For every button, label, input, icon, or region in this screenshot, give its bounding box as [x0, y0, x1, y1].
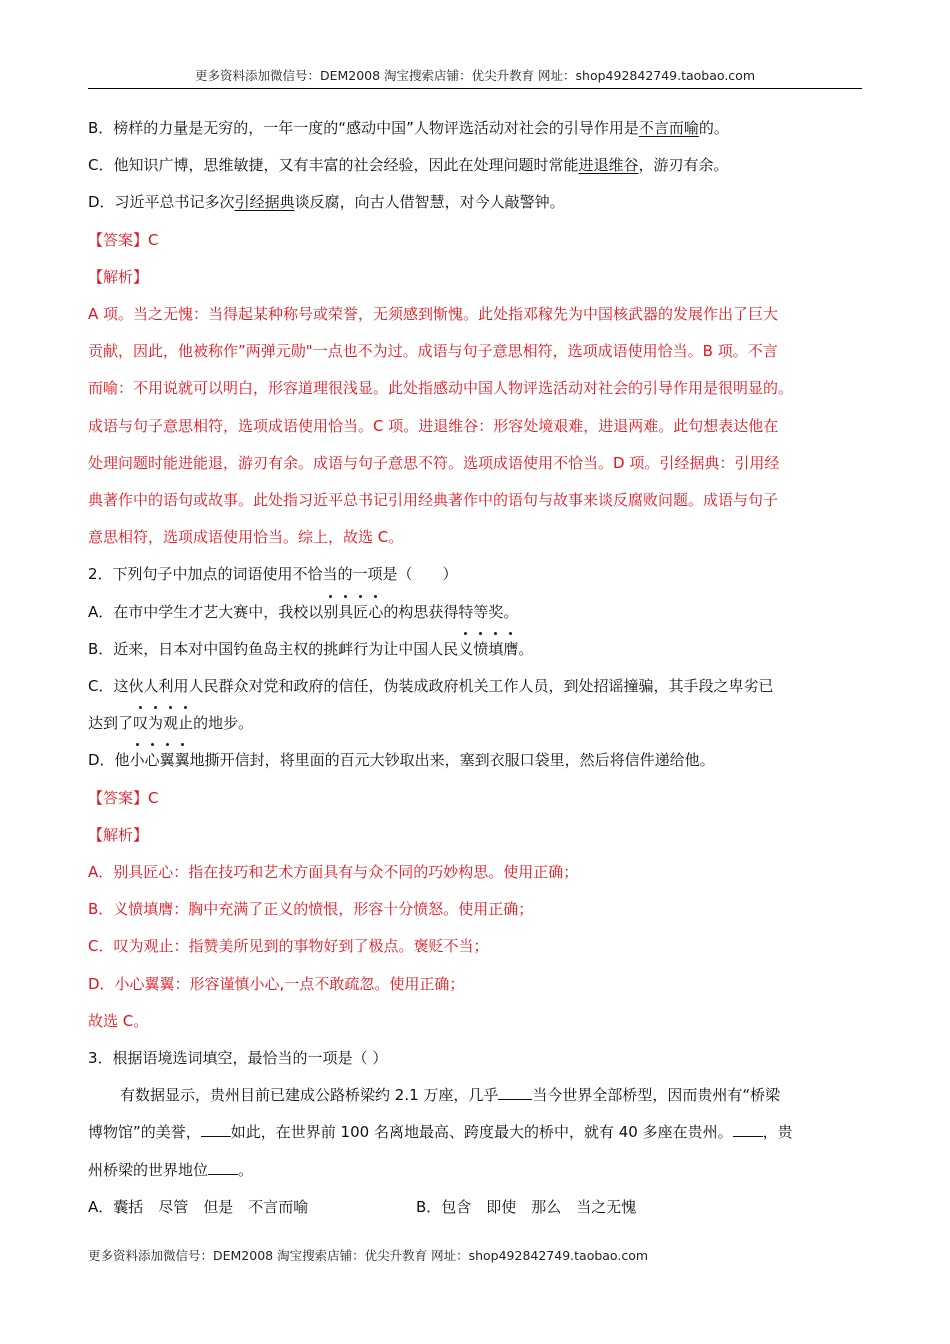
- emphasis-char: 具: [338, 594, 353, 631]
- q2-option-d-tail: 地撕开信封，将里面的百元大钞取出来，塞到衣服口袋里，然后将信件递给他。: [189, 751, 715, 770]
- q1-analysis-line: 成语与句子意思相符，选项成语使用恰当。C 项。进退维谷：形容处境艰难，进退两难。此句想表达他在: [88, 416, 779, 435]
- q1-analysis-line: 处理问题时能进能退，游刃有余。成语与句子意思不符。选项成语使用不恰当。D 项。引经据典：引用经: [88, 453, 780, 472]
- q1-option-b-text: B．榜样的力量是无穷的，一年一度的“感动中国”人物评选活动对社会的引导作用是: [88, 119, 639, 137]
- emphasis-char: 匠: [353, 594, 368, 631]
- q2-option-c-line2: [88, 705, 866, 742]
- page-header: 更多资料添加微信号：DEM2008 淘宝搜索店铺：优尖升教育 网址：shop492842749.taobao.com: [194, 68, 756, 83]
- q1-analysis-line: 而喻：不用说就可以明白，形容道理很浅显。此处指感动中国人物评选活动对社会的引导作用是很明显的。: [88, 379, 794, 398]
- q1-option-d-tail: 谈反腐，向古人借智慧，对今人敲警钟。: [294, 193, 565, 212]
- q3-passage-text: 博物馆”的美誉，: [88, 1123, 201, 1142]
- q1-analysis-line: 典著作中的语句或故事。此处指习近平总书记引用经典著作中的语句与故事来谈反腐败问题。成语与句子: [88, 491, 779, 510]
- q2-analysis-label: 【解析】: [88, 825, 149, 844]
- emphasis-char: 小: [130, 742, 145, 779]
- q1-option-b: [88, 110, 866, 147]
- fill-blank[interactable]: [733, 1122, 763, 1137]
- q2-option-a-text: A．在市中学生才艺大赛中，我校以: [88, 602, 324, 621]
- header-divider: [88, 88, 862, 89]
- q3-option-a: A．囊括 尽管 但是 不言而喻: [88, 1197, 309, 1216]
- q2-option-c-line1: C．这伙人利用人民群众对党和政府的信任，伪装成政府机关工作人员，到处招谣撞骗，其手段之卑劣已: [88, 677, 774, 696]
- q1-option-c: [88, 147, 866, 184]
- emphasis-char: 翼: [160, 742, 175, 779]
- document-body: [88, 110, 866, 1226]
- q1-option-b-idiom: 不言而喻: [638, 119, 699, 137]
- emphasis-char: 心: [145, 742, 160, 779]
- q1-option-c-tail: ，游刃有余。: [638, 156, 729, 175]
- q1-analysis-label: 【解析】: [88, 267, 149, 286]
- q1-option-c-idiom: 进退维谷: [578, 156, 639, 175]
- q3-options-row: [88, 1189, 866, 1226]
- emphasis-char: 叹: [133, 705, 148, 742]
- q1-option-d-text: D．习近平总书记多次: [88, 193, 235, 212]
- emphasis-char: 愤: [473, 631, 488, 668]
- q1-analysis-line: A 项。当之无愧：当得起某种称号或荣誉，无须感到惭愧。此处指邓稼先为中国核武器的发展作出了巨大: [88, 305, 779, 324]
- q2-option-b-text: B．近来，日本对中国钓鱼岛主权的挑衅行为让中国人民: [88, 639, 459, 658]
- q2-analysis-line: B．义愤填膺：胸中充满了正义的愤恨，形容十分愤怒。使用正确；: [88, 900, 534, 919]
- q2-option-c-tail: 的地步。: [193, 714, 254, 733]
- q3-passage-text: 有数据显示，贵州目前已建成公路桥梁约 2.1 万座，几乎: [120, 1086, 499, 1105]
- q1-answer: 【答案】C: [88, 230, 159, 249]
- fill-blank[interactable]: [201, 1122, 231, 1137]
- q2-option-d-text: D．他: [88, 751, 130, 770]
- emphasis-char: 止: [178, 705, 193, 742]
- q3-passage-line: [88, 1114, 866, 1151]
- emphasis-char: 别: [323, 594, 338, 631]
- q2-analysis-line: D．小心翼翼：形容谨慎小心,一点不敢疏忽。使用正确；: [88, 974, 465, 993]
- fill-blank[interactable]: [498, 1085, 532, 1100]
- q2-analysis-line: 故选 C。: [88, 1011, 149, 1030]
- q1-analysis-line: 意思相符，选项成语使用恰当。综上，故选 C。: [88, 528, 404, 547]
- q2-option-b: [88, 631, 866, 668]
- q1-option-d-idiom: 引经据典: [234, 193, 295, 212]
- emphasis-char: 翼: [175, 742, 190, 779]
- q2-option-b-tail: 。: [518, 639, 534, 658]
- emphasis-char: 为: [148, 705, 163, 742]
- q2-option-d: [88, 742, 866, 779]
- q3-passage-line: [88, 1077, 866, 1114]
- emphasis-char: 膺: [503, 631, 518, 668]
- emphasis-char: 填: [488, 631, 503, 668]
- q1-option-b-tail: 的。: [698, 119, 729, 137]
- q3-passage-text: 。: [238, 1160, 254, 1179]
- page-footer: 更多资料添加微信号：DEM2008 淘宝搜索店铺：优尖升教育 网址：shop492842749.taobao.com: [88, 1248, 649, 1263]
- fill-blank[interactable]: [208, 1160, 238, 1175]
- emphasis-char: 观: [163, 705, 178, 742]
- q2-stem: 2．下列句子中加点的词语使用不恰当的一项是（ ）: [88, 565, 458, 584]
- q1-option-d: [88, 184, 866, 221]
- q2-answer: 【答案】C: [88, 788, 159, 807]
- q2-option-c-text: 达到了: [88, 714, 134, 733]
- q1-option-c-text: C．他知识广博，思维敏捷，又有丰富的社会经验，因此在处理问题时常能: [88, 156, 579, 175]
- q3-option-b: B．包含 即使 那么 当之无愧: [416, 1197, 637, 1216]
- q3-passage-text: 州桥梁的世界地位: [88, 1160, 209, 1179]
- q2-analysis-line: A．别具匠心：指在技巧和艺术方面具有与众不同的巧妙构思。使用正确；: [88, 863, 579, 882]
- emphasis-char: 义: [458, 631, 473, 668]
- q3-passage-text: 如此，在世界前 100 名离地最高、跨度最大的桥中，就有 40 多座在贵州。: [230, 1123, 733, 1142]
- emphasis-char: 心: [368, 594, 383, 631]
- q3-stem: 3．根据语境选词填空，最恰当的一项是（ ）: [88, 1049, 388, 1068]
- q2-option-a-tail: 的构思获得特等奖。: [383, 602, 519, 621]
- q3-passage-text: ，贵: [762, 1123, 793, 1142]
- q3-passage-text: 当今世界全部桥型，因而贵州有“桥梁: [532, 1086, 781, 1105]
- q2-analysis-line: C．叹为观止：指赞美所见到的事物好到了极点。褒贬不当；: [88, 937, 489, 956]
- q3-passage-line: [88, 1152, 866, 1189]
- q1-analysis-line: 贡献，因此，他被称作”两弹元勋"一点也不为过。成语与句子意思相符，选项成语使用恰当。B 项。不言: [88, 342, 778, 361]
- q2-option-a: [88, 594, 866, 631]
